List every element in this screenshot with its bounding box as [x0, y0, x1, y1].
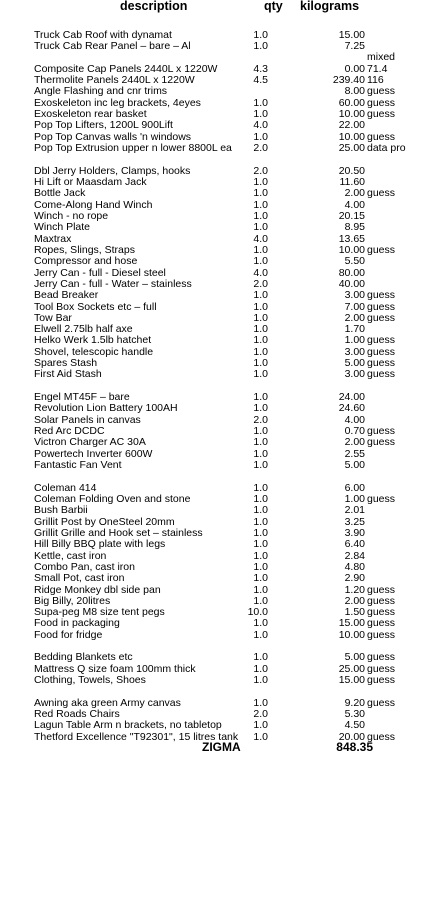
item-description: Tool Box Sockets etc – full	[34, 300, 157, 313]
item-description: Combo Pan, cast iron	[34, 560, 135, 573]
item-qty: 1.0	[253, 255, 268, 268]
item-kilograms: 3.00	[344, 368, 365, 381]
item-note: 116	[367, 74, 384, 87]
item-qty: 1.0	[253, 617, 268, 630]
table-row	[0, 268, 423, 279]
item-description: Ridge Monkey dbl side pan	[34, 583, 161, 596]
table-row	[0, 143, 423, 154]
item-note: guess	[367, 674, 396, 687]
item-kilograms: 2.00	[344, 187, 365, 200]
table-row	[0, 290, 423, 301]
table-row	[0, 630, 423, 641]
table-row	[0, 517, 423, 528]
item-kilograms: 2.90	[344, 572, 365, 585]
item-kilograms: 20.15	[338, 209, 365, 222]
item-qty: 1.0	[253, 345, 268, 358]
item-description: Mattress Q size foam 100mm thick	[34, 662, 196, 675]
item-kilograms: 2.01	[344, 504, 365, 517]
item-description: Come-Along Hand Winch	[34, 198, 153, 211]
item-kilograms: 1.00	[344, 492, 365, 505]
item-qty: 1.0	[253, 436, 268, 449]
item-qty: 1.0	[253, 209, 268, 222]
item-note: guess	[367, 311, 396, 324]
table-row	[0, 720, 423, 731]
item-kilograms: 3.00	[344, 345, 365, 358]
item-description: Exoskeleton rear basket	[34, 108, 147, 121]
item-note: guess	[367, 357, 396, 370]
item-kilograms: 8.00	[344, 85, 365, 98]
item-qty: 2.0	[253, 164, 268, 177]
item-kilograms: 2.84	[344, 549, 365, 562]
header-description: description	[120, 0, 188, 13]
item-qty: 1.0	[253, 311, 268, 324]
item-description: Spares Stash	[34, 357, 98, 370]
item-kilograms: 3.00	[344, 289, 365, 302]
item-qty: 4.3	[253, 62, 268, 75]
item-qty: 1.0	[253, 515, 268, 528]
item-description: Grillit Grille and Hook set – stainless	[34, 526, 203, 539]
item-kilograms: 4.50	[344, 719, 365, 732]
item-description: Bedding Blankets etc	[34, 651, 133, 664]
item-qty: 1.0	[253, 651, 268, 664]
item-kilograms: 24.60	[338, 402, 365, 415]
item-kilograms: 10.00	[338, 108, 365, 121]
item-qty: 1.0	[253, 481, 268, 494]
item-kilograms: 5.30	[344, 708, 365, 721]
item-description: Pop Top Extrusion upper n lower 8800L ea	[34, 142, 232, 155]
item-kilograms: 20.00	[338, 730, 365, 743]
item-qty: 1.0	[253, 108, 268, 121]
item-kilograms: 60.00	[338, 96, 365, 109]
item-kilograms: 5.00	[344, 458, 365, 471]
item-qty: 1.0	[253, 662, 268, 675]
item-note: guess	[367, 130, 396, 143]
item-description: Jerry Can - full - Diesel steel	[34, 266, 166, 279]
item-kilograms: 8.95	[344, 221, 365, 234]
item-description: Winch - no rope	[34, 209, 109, 222]
item-qty: 1.0	[253, 40, 268, 53]
item-qty: 1.0	[253, 175, 268, 188]
item-description: Tow Bar	[34, 311, 72, 324]
item-description: Maxtrax	[34, 232, 72, 245]
table-row	[0, 335, 423, 346]
item-description: Grillit Post by OneSteel 20mm	[34, 515, 175, 528]
item-description: Supa-peg M8 size tent pegs	[34, 606, 165, 619]
item-description: Ropes, Slings, Straps	[34, 243, 135, 256]
item-qty: 1.0	[253, 425, 268, 438]
item-qty: 1.0	[253, 357, 268, 370]
item-qty: 1.0	[253, 334, 268, 347]
item-note: guess	[367, 85, 396, 98]
item-qty: 1.0	[253, 130, 268, 143]
table-row	[0, 471, 423, 482]
item-qty: 4.5	[253, 74, 268, 87]
item-note: guess	[367, 300, 396, 313]
item-kilograms: 11.60	[339, 175, 365, 188]
item-qty: 1.0	[253, 719, 268, 732]
item-kilograms: 2.00	[344, 436, 365, 449]
item-kilograms: 5.00	[344, 651, 365, 664]
table-row	[0, 52, 423, 63]
item-kilograms: 4.00	[344, 413, 365, 426]
item-qty: 1.0	[253, 96, 268, 109]
item-note: guess	[367, 662, 396, 675]
item-kilograms: 15.00	[338, 674, 365, 687]
item-kilograms: 3.90	[344, 526, 365, 539]
table-row	[0, 403, 423, 414]
table-row	[0, 652, 423, 663]
item-description: Red Roads Chairs	[34, 708, 120, 721]
item-kilograms: 15.00	[338, 28, 365, 41]
item-note: guess	[367, 425, 396, 438]
item-note: guess	[367, 696, 396, 709]
item-description: First Aid Stash	[34, 368, 102, 381]
item-kilograms: 0.00	[344, 62, 365, 75]
item-qty: 1.0	[253, 583, 268, 596]
item-description: Solar Panels in canvas	[34, 413, 141, 426]
item-qty: 1.0	[253, 492, 268, 505]
item-qty: 1.0	[253, 402, 268, 415]
table-row	[0, 188, 423, 199]
table-row	[0, 449, 423, 460]
item-qty: 1.0	[253, 221, 268, 234]
item-qty: 1.0	[253, 323, 268, 336]
table-row	[0, 41, 423, 52]
item-kilograms: 24.00	[338, 391, 365, 404]
table-row	[0, 483, 423, 494]
item-kilograms: 1.50	[344, 606, 365, 619]
item-description: Jerry Can - full - Water – stainless	[34, 277, 192, 290]
item-kilograms: 6.00	[344, 481, 365, 494]
item-qty: 1.0	[253, 300, 268, 313]
item-qty: 1.0	[253, 198, 268, 211]
item-qty: 1.0	[253, 504, 268, 517]
header-kilograms: kilograms	[300, 0, 360, 13]
item-note: guess	[367, 289, 396, 302]
item-kilograms: 1.20	[344, 583, 365, 596]
item-description: Helko Werk 1.5lb hatchet	[34, 334, 152, 347]
item-description: Truck Cab Rear Panel – bare – Al	[34, 40, 191, 53]
table-row	[0, 86, 423, 97]
item-qty: 4.0	[253, 119, 268, 132]
item-description: Coleman Folding Oven and stone	[34, 492, 191, 505]
item-note: guess	[367, 617, 396, 630]
item-note: guess	[367, 243, 396, 256]
table-row	[0, 618, 423, 629]
item-description: Bottle Jack	[34, 187, 86, 200]
table-row	[0, 573, 423, 584]
table-row	[0, 120, 423, 131]
item-description: Bush Barbii	[34, 504, 88, 517]
item-kilograms: 4.00	[344, 198, 365, 211]
table-row	[0, 539, 423, 550]
item-description: Exoskeleton inc leg brackets, 4eyes	[34, 96, 201, 109]
item-description: Hi Lift or Maasdam Jack	[34, 175, 147, 188]
item-qty: 2.0	[253, 413, 268, 426]
item-qty: 1.0	[253, 560, 268, 573]
item-description: Small Pot, cast iron	[34, 572, 125, 585]
table-row	[0, 686, 423, 697]
item-kilograms: 7.00	[344, 300, 365, 313]
item-kilograms: 80.00	[338, 266, 365, 279]
item-description: Pop Top Canvas walls 'n windows	[34, 130, 192, 143]
item-kilograms: 2.55	[344, 447, 365, 460]
item-note: guess	[367, 436, 396, 449]
table-row	[0, 505, 423, 516]
item-kilograms: 2.00	[344, 311, 365, 324]
item-note: guess	[367, 108, 396, 121]
item-kilograms: 1.00	[344, 334, 365, 347]
item-qty: 1.0	[253, 391, 268, 404]
item-description: Angle Flashing and cnr trims	[34, 85, 168, 98]
table-row	[0, 551, 423, 562]
item-kilograms: 25.00	[338, 142, 365, 155]
item-description: Food for fridge	[34, 628, 103, 641]
item-description: Engel MT45F – bare	[34, 391, 130, 404]
item-description: Victron Charger AC 30A	[34, 436, 146, 449]
item-note: guess	[367, 594, 396, 607]
item-note: guess	[367, 368, 396, 381]
item-note: guess	[367, 334, 396, 347]
item-description: Truck Cab Roof with dynamat	[34, 28, 172, 41]
item-kilograms: 4.80	[344, 560, 365, 573]
item-note: guess	[367, 345, 396, 358]
table-row	[0, 675, 423, 686]
item-description: Hill Billy BBQ plate with legs	[34, 538, 166, 551]
total-kilograms: 848.35	[336, 739, 373, 754]
item-note: mixed	[367, 51, 396, 64]
item-description: Awning aka green Army canvas	[34, 696, 181, 709]
item-qty: 1.0	[253, 628, 268, 641]
item-description: Composite Cap Panels 2440L x 1220W	[34, 62, 218, 75]
item-description: Thetford Excellence "T92301", 15 litres tank	[34, 730, 239, 743]
header-row	[0, 0, 423, 13]
item-qty: 1.0	[253, 572, 268, 585]
item-qty: 1.0	[253, 526, 268, 539]
item-note: data pro	[367, 142, 406, 155]
item-kilograms: 9.20	[344, 696, 365, 709]
item-kilograms: 22.00	[338, 119, 365, 132]
item-description: Compressor and hose	[34, 255, 138, 268]
table-row	[0, 166, 423, 177]
item-description: Thermolite Panels 2440L x 1220W	[34, 74, 195, 87]
item-kilograms: 2.00	[344, 594, 365, 607]
item-description: Big Billy, 20litres	[34, 594, 111, 607]
item-note: guess	[367, 492, 396, 505]
item-note: guess	[367, 651, 396, 664]
item-qty: 1.0	[253, 28, 268, 41]
item-description: Coleman 414	[34, 481, 97, 494]
table-row	[0, 234, 423, 245]
item-qty: 1.0	[253, 243, 268, 256]
item-description: Winch Plate	[34, 221, 91, 234]
table-row	[0, 585, 423, 596]
item-qty: 1.0	[253, 696, 268, 709]
item-qty: 1.0	[253, 730, 268, 743]
item-kilograms: 10.00	[338, 130, 365, 143]
header-qty: qty	[264, 0, 283, 13]
item-description: Revolution Lion Battery 100AH	[34, 402, 178, 415]
item-description: Dbl Jerry Holders, Clamps, hooks	[34, 164, 191, 177]
item-kilograms: 10.00	[338, 628, 365, 641]
item-kilograms: 15.00	[338, 617, 365, 630]
item-qty: 1.0	[253, 447, 268, 460]
item-note: guess	[367, 606, 396, 619]
table-row	[0, 302, 423, 313]
item-description: Shovel, telescopic handle	[34, 345, 154, 358]
table-row	[0, 369, 423, 380]
table-row	[0, 19, 423, 30]
table-row	[0, 460, 423, 471]
item-note: 71.4	[367, 62, 388, 75]
item-qty: 1.0	[253, 187, 268, 200]
item-description: Kettle, cast iron	[34, 549, 107, 562]
item-note: guess	[367, 96, 396, 109]
item-kilograms: 5.50	[344, 255, 365, 268]
item-qty: 1.0	[253, 549, 268, 562]
item-description: Red Arc DCDC	[34, 425, 105, 438]
item-qty: 1.0	[253, 594, 268, 607]
item-kilograms: 6.40	[344, 538, 365, 551]
total-row	[0, 739, 423, 754]
item-qty: 1.0	[253, 674, 268, 687]
item-kilograms: 13.65	[338, 232, 365, 245]
table-row	[0, 154, 423, 165]
item-kilograms: 3.25	[344, 515, 365, 528]
table-row	[0, 256, 423, 267]
item-qty: 2.0	[253, 708, 268, 721]
item-description: Lagun Table Arm n brackets, no tabletop	[34, 719, 222, 732]
item-kilograms: 20.50	[338, 164, 365, 177]
item-description: Fantastic Fan Vent	[34, 458, 122, 471]
table-row	[0, 222, 423, 233]
table-row	[0, 437, 423, 448]
item-qty: 1.0	[253, 458, 268, 471]
item-qty: 1.0	[253, 368, 268, 381]
item-qty: 1.0	[253, 538, 268, 551]
item-description: Elwell 2.75lb half axe	[34, 323, 133, 336]
item-qty: 2.0	[253, 142, 268, 155]
item-kilograms: 5.00	[344, 357, 365, 370]
item-kilograms: 40.00	[338, 277, 365, 290]
table-row	[0, 200, 423, 211]
item-qty: 10.0	[247, 606, 268, 619]
item-qty: 2.0	[253, 277, 268, 290]
item-description: Clothing, Towels, Shoes	[34, 674, 146, 687]
item-description: Powertech Inverter 600W	[34, 447, 153, 460]
item-note: guess	[367, 628, 396, 641]
item-qty: 4.0	[253, 266, 268, 279]
item-description: Pop Top Lifters, 1200L 900Lift	[34, 119, 173, 132]
item-kilograms: 25.00	[338, 662, 365, 675]
item-description: Food in packaging	[34, 617, 120, 630]
item-kilograms: 1.70	[344, 323, 365, 336]
item-description: Bead Breaker	[34, 289, 99, 302]
item-qty: 4.0	[253, 232, 268, 245]
item-note: guess	[367, 187, 396, 200]
item-kilograms: 7.25	[344, 40, 365, 53]
item-kilograms: 0.70	[344, 425, 365, 438]
item-note: guess	[367, 730, 396, 743]
item-note: guess	[367, 583, 396, 596]
item-kilograms: 10.00	[338, 243, 365, 256]
item-kilograms: 239.40	[332, 74, 365, 87]
total-label: ZIGMA	[202, 739, 241, 754]
item-qty: 1.0	[253, 289, 268, 302]
